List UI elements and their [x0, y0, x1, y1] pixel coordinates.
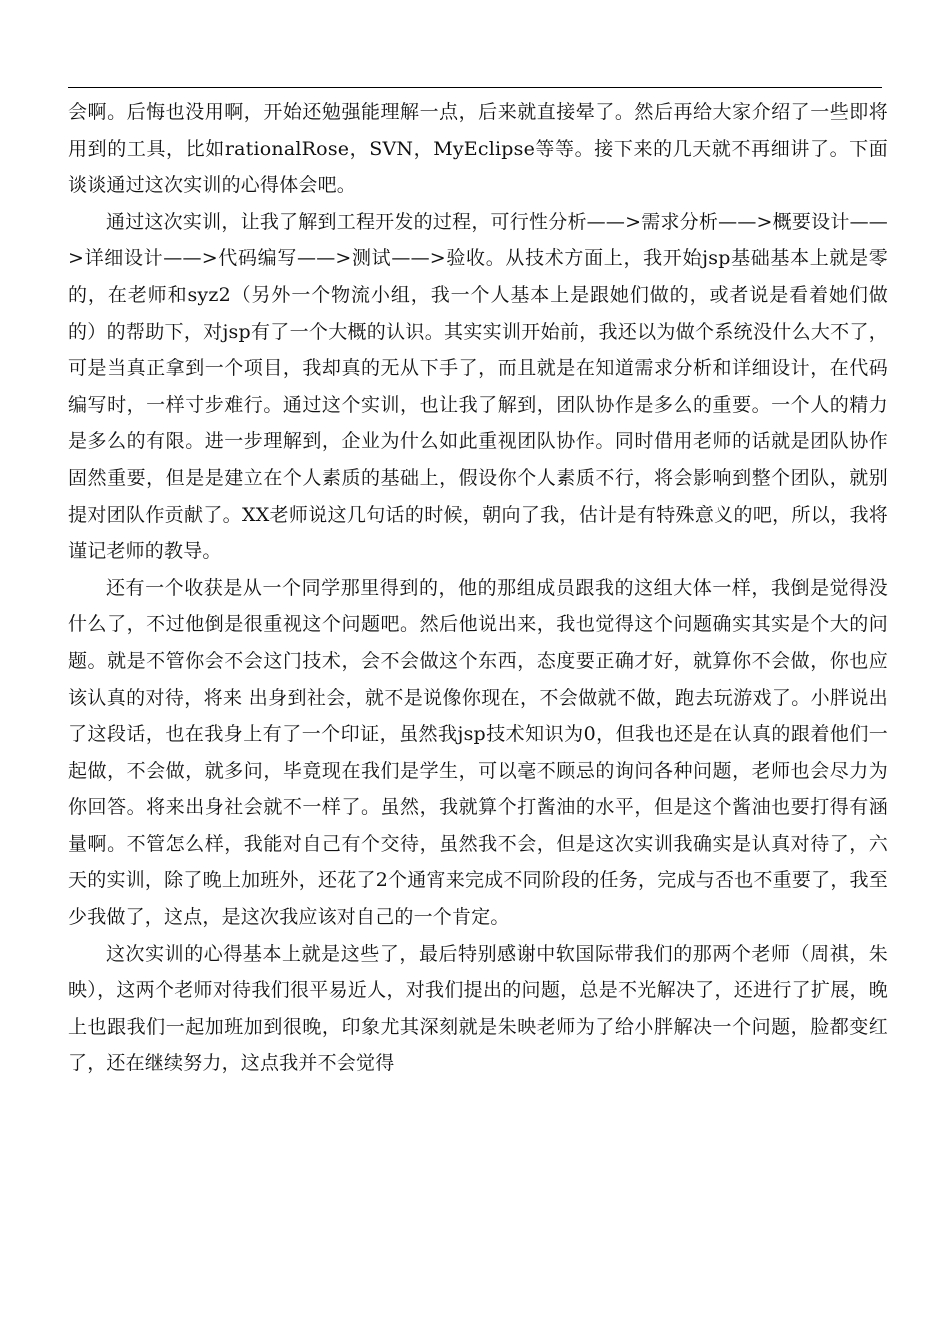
document-body	[68, 94, 888, 1082]
paragraph-1: 会啊。后悔也没用啊，开始还勉强能理解一点，后来就直接晕了。然后再给大家介绍了一些即将用到的工具，比如rationalRose，SVN，MyEclipse等等。接下来的几天就不再细讲了。下面谈谈通过这次实训的心得体会吧。	[68, 101, 888, 197]
paragraph-4: 这次实训的心得基本上就是这些了，最后特别感谢中软国际带我们的那两个老师（周祺，朱映），这两个老师对待我们很平易近人，对我们提出的问题，总是不光解决了，还进行了扩展，晚上也跟我们一起加班加到很晚，印象尤其深刻就是朱映老师为了给小胖解决一个问题，脸都变红了，还在继续努力，这点我并不会觉得	[68, 942, 888, 1075]
header-rule	[68, 87, 882, 88]
paragraph-2: 通过这次实训，让我了解到工程开发的过程，可行性分析——>需求分析——>概要设计——>详细设计——>代码编写——>测试——>验收。从技术方面上，我开始jsp基础基本上就是零的，在老师和syz2（另外一个物流小组，我一个人基本上是跟她们做的，或者说是看着她们做的）的帮助下，对jsp有了一个大概的认识。其实实训开始前，我还以为做个系统没什么大不了，可是当真正拿到一个项目，我却真的无从下手了，而且就是在知道需求分析和详细设计，在代码编写时，一样寸步难行。通过这个实训，也让我了解到，团队协作是多么的重要。一个人的精力是多么的有限。进一步理解到，企业为什么如此重视团队协作。同时借用老师的话就是团队协作固然重要，但是是建立在个人素质的基础上，假设你个人素质不行，将会影响到整个团队，就别提对团队作贡献了。XX老师说这几句话的时候，朝向了我，估计是有特殊意义的吧，所以，我将谨记老师的教导。	[68, 210, 888, 563]
paragraph-3: 还有一个收获是从一个同学那里得到的，他的那组成员跟我的这组大体一样，我倒是觉得没什么了，不过他倒是很重视这个问题吧。然后他说出来，我也觉得这个问题确实其实是个大的问题。就是不管你会不会这门技术，会不会做这个东西，态度要正确才好，就算你不会做，你也应该认真的对待，将来 出身到社会，就不是说像你现在，不会做就不做，跑去玩游戏了。小胖说出了这段话，也在我身上有了一个印证，虽然我jsp技术知识为0，但我也还是在认真的跟着他们一起做，不会做，就多问，毕竟现在我们是学生，可以毫不顾忌的询问各种问题，老师也会尽力为你回答。将来出身社会就不一样了。虽然，我就算个打酱油的水平，但是这个酱油也要打得有涵量啊。不管怎么样，我能对自己有个交待，虽然我不会，但是这次实训我确实是认真对待了，六天的实训，除了晚上加班外，还花了2个通宵来完成不同阶段的任务，完成与否也不重要了，我至少我做了，这点，是这次我应该对自己的一个肯定。	[68, 576, 888, 929]
